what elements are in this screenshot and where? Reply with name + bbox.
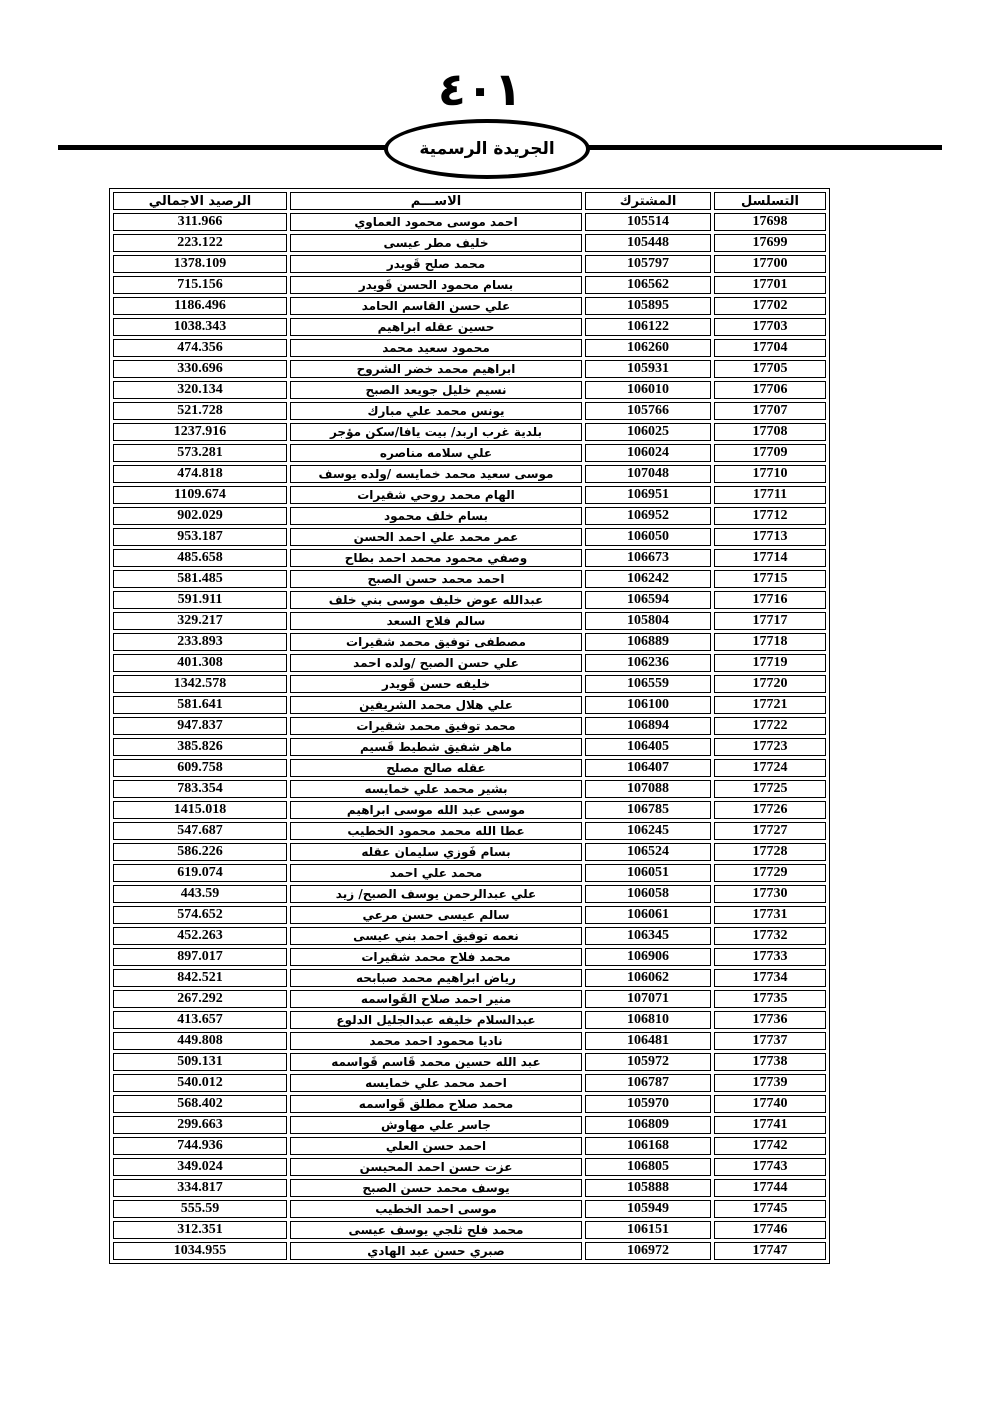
cell-serial: 17730 xyxy=(714,885,826,903)
table-row xyxy=(113,1095,826,1113)
table-header-row xyxy=(113,192,826,210)
table-row xyxy=(113,969,826,987)
cell-serial: 17713 xyxy=(714,528,826,546)
cell-serial: 17738 xyxy=(714,1053,826,1071)
cell-name: بسام فَوزي سليمان عقله xyxy=(290,843,582,861)
cell-subscriber: 106805 xyxy=(585,1158,711,1176)
table-row xyxy=(113,1179,826,1197)
cell-balance: 586.226 xyxy=(113,843,287,861)
cell-subscriber: 107048 xyxy=(585,465,711,483)
cell-name: منير احمد صلاح القَواسمه xyxy=(290,990,582,1008)
cell-subscriber: 106062 xyxy=(585,969,711,987)
cell-serial: 17699 xyxy=(714,234,826,252)
cell-balance: 1186.496 xyxy=(113,297,287,315)
cell-serial: 17702 xyxy=(714,297,826,315)
cell-subscriber: 106972 xyxy=(585,1242,711,1260)
cell-balance: 474.818 xyxy=(113,465,287,483)
cell-name: عبد الله حسين محمد قَاسم قَواسمه xyxy=(290,1053,582,1071)
table-row xyxy=(113,696,826,714)
cell-name: موسى عبد الله موسى ابراهيم xyxy=(290,801,582,819)
cell-balance: 842.521 xyxy=(113,969,287,987)
cell-balance: 1237.916 xyxy=(113,423,287,441)
table-row xyxy=(113,801,826,819)
column-header-name: الاســـم xyxy=(290,192,582,210)
cell-balance: 897.017 xyxy=(113,948,287,966)
cell-serial: 17740 xyxy=(714,1095,826,1113)
cell-serial: 17706 xyxy=(714,381,826,399)
cell-subscriber: 106245 xyxy=(585,822,711,840)
cell-subscriber: 106952 xyxy=(585,507,711,525)
cell-name: محمد صلح قَويدر xyxy=(290,255,582,273)
cell-balance: 609.758 xyxy=(113,759,287,777)
cell-serial: 17723 xyxy=(714,738,826,756)
gazette-banner xyxy=(384,119,590,179)
cell-balance: 485.658 xyxy=(113,549,287,567)
cell-balance: 1034.955 xyxy=(113,1242,287,1260)
cell-serial: 17704 xyxy=(714,339,826,357)
cell-serial: 17724 xyxy=(714,759,826,777)
cell-serial: 17701 xyxy=(714,276,826,294)
table-row xyxy=(113,1221,826,1239)
cell-balance: 330.696 xyxy=(113,360,287,378)
cell-subscriber: 106168 xyxy=(585,1137,711,1155)
table-row xyxy=(113,234,826,252)
cell-name: حسين عقله ابراهيم xyxy=(290,318,582,336)
cell-name: بسام خلف محمود xyxy=(290,507,582,525)
table-row xyxy=(113,1116,826,1134)
table-row xyxy=(113,1032,826,1050)
cell-name: ابراهيم محمد خضر الشروح xyxy=(290,360,582,378)
cell-name: احمد محمد حسن الصبح xyxy=(290,570,582,588)
cell-name: بشير محمد علي خمايسه xyxy=(290,780,582,798)
cell-serial: 17712 xyxy=(714,507,826,525)
cell-name: محمد علي احمد xyxy=(290,864,582,882)
table-row xyxy=(113,612,826,630)
cell-serial: 17729 xyxy=(714,864,826,882)
table-row xyxy=(113,948,826,966)
cell-name: خليف مطر عيسى xyxy=(290,234,582,252)
cell-name: علي عبدالرحمن يوسف الصبح/ زيد xyxy=(290,885,582,903)
cell-name: وصفي محمود محمد احمد بطاح xyxy=(290,549,582,567)
table-row xyxy=(113,675,826,693)
cell-balance: 1415.018 xyxy=(113,801,287,819)
table-row xyxy=(113,1242,826,1260)
column-header-subscriber: المشترك xyxy=(585,192,711,210)
table-row xyxy=(113,591,826,609)
table-row xyxy=(113,1053,826,1071)
cell-serial: 17707 xyxy=(714,402,826,420)
cell-balance: 547.687 xyxy=(113,822,287,840)
cell-subscriber: 106100 xyxy=(585,696,711,714)
table-row xyxy=(113,654,826,672)
cell-serial: 17700 xyxy=(714,255,826,273)
cell-balance: 744.936 xyxy=(113,1137,287,1155)
cell-subscriber: 106051 xyxy=(585,864,711,882)
cell-serial: 17747 xyxy=(714,1242,826,1260)
table-row xyxy=(113,1158,826,1176)
cell-name: رياض ابراهيم محمد صبابحه xyxy=(290,969,582,987)
cell-subscriber: 106810 xyxy=(585,1011,711,1029)
cell-balance: 555.59 xyxy=(113,1200,287,1218)
cell-subscriber: 106061 xyxy=(585,906,711,924)
cell-balance: 385.826 xyxy=(113,738,287,756)
cell-serial: 17721 xyxy=(714,696,826,714)
cell-subscriber: 106594 xyxy=(585,591,711,609)
cell-name: موسى سعيد محمد خمايسه /ولده يوسف xyxy=(290,465,582,483)
cell-name: احمد حسن العلي xyxy=(290,1137,582,1155)
table-row xyxy=(113,906,826,924)
table-row xyxy=(113,570,826,588)
cell-name: احمد موسى محمود العماوي xyxy=(290,213,582,231)
cell-subscriber: 106524 xyxy=(585,843,711,861)
cell-serial: 17714 xyxy=(714,549,826,567)
cell-balance: 312.351 xyxy=(113,1221,287,1239)
cell-subscriber: 105931 xyxy=(585,360,711,378)
cell-serial: 17716 xyxy=(714,591,826,609)
table-row xyxy=(113,738,826,756)
cell-balance: 1378.109 xyxy=(113,255,287,273)
cell-name: علي حسن القاسم الحامد xyxy=(290,297,582,315)
cell-serial: 17715 xyxy=(714,570,826,588)
cell-balance: 540.012 xyxy=(113,1074,287,1092)
cell-balance: 581.641 xyxy=(113,696,287,714)
cell-balance: 311.966 xyxy=(113,213,287,231)
cell-name: عطا الله محمد محمود الخطيب xyxy=(290,822,582,840)
cell-serial: 17733 xyxy=(714,948,826,966)
cell-serial: 17743 xyxy=(714,1158,826,1176)
cell-serial: 17734 xyxy=(714,969,826,987)
cell-subscriber: 106025 xyxy=(585,423,711,441)
table-row xyxy=(113,423,826,441)
table-row xyxy=(113,549,826,567)
table-row xyxy=(113,297,826,315)
cell-serial: 17736 xyxy=(714,1011,826,1029)
cell-subscriber: 106050 xyxy=(585,528,711,546)
cell-name: علي سلامه مناصره xyxy=(290,444,582,462)
table-row xyxy=(113,1011,826,1029)
cell-name: خليفه حسن قَويدر xyxy=(290,675,582,693)
cell-subscriber: 106481 xyxy=(585,1032,711,1050)
cell-subscriber: 106785 xyxy=(585,801,711,819)
table-row xyxy=(113,276,826,294)
cell-serial: 17735 xyxy=(714,990,826,1008)
cell-name: بلدية غرب اربد/ بيت يافا/سكن مؤجر xyxy=(290,423,582,441)
cell-name: موسى احمد الخطيب xyxy=(290,1200,582,1218)
cell-serial: 17741 xyxy=(714,1116,826,1134)
cell-subscriber: 105895 xyxy=(585,297,711,315)
cell-balance: 521.728 xyxy=(113,402,287,420)
cell-name: بسام محمود الحسن قَويدر xyxy=(290,276,582,294)
table-row xyxy=(113,339,826,357)
cell-balance: 320.134 xyxy=(113,381,287,399)
cell-subscriber: 106673 xyxy=(585,549,711,567)
cell-name: صبري حسن عبد الهادي xyxy=(290,1242,582,1260)
cell-subscriber: 106407 xyxy=(585,759,711,777)
cell-subscriber: 105970 xyxy=(585,1095,711,1113)
cell-balance: 329.217 xyxy=(113,612,287,630)
gazette-banner-label: الجريدة الرسمية xyxy=(419,139,555,159)
cell-subscriber: 105766 xyxy=(585,402,711,420)
table-row xyxy=(113,213,826,231)
table-row xyxy=(113,822,826,840)
cell-name: نعمه توفيق احمد بني عيسى xyxy=(290,927,582,945)
cell-subscriber: 106151 xyxy=(585,1221,711,1239)
cell-subscriber: 106894 xyxy=(585,717,711,735)
table-row xyxy=(113,402,826,420)
cell-subscriber: 106809 xyxy=(585,1116,711,1134)
cell-serial: 17746 xyxy=(714,1221,826,1239)
cell-subscriber: 106951 xyxy=(585,486,711,504)
cell-subscriber: 107071 xyxy=(585,990,711,1008)
cell-subscriber: 106260 xyxy=(585,339,711,357)
table-row xyxy=(113,255,826,273)
cell-balance: 1342.578 xyxy=(113,675,287,693)
cell-serial: 17728 xyxy=(714,843,826,861)
table-row xyxy=(113,1074,826,1092)
cell-balance: 267.292 xyxy=(113,990,287,1008)
cell-balance: 1109.674 xyxy=(113,486,287,504)
cell-balance: 715.156 xyxy=(113,276,287,294)
cell-serial: 17737 xyxy=(714,1032,826,1050)
cell-serial: 17722 xyxy=(714,717,826,735)
cell-serial: 17726 xyxy=(714,801,826,819)
cell-balance: 591.911 xyxy=(113,591,287,609)
cell-balance: 299.663 xyxy=(113,1116,287,1134)
table-row xyxy=(113,465,826,483)
cell-name: عقله صالح مصلح xyxy=(290,759,582,777)
cell-name: ماهر شفيق شطيط قَسيم xyxy=(290,738,582,756)
cell-subscriber: 106024 xyxy=(585,444,711,462)
table-row xyxy=(113,318,826,336)
cell-serial: 17739 xyxy=(714,1074,826,1092)
cell-subscriber: 105797 xyxy=(585,255,711,273)
table-row xyxy=(113,1200,826,1218)
table-row xyxy=(113,633,826,651)
cell-name: عبدالله عوض خليف موسى بني خلف xyxy=(290,591,582,609)
cell-serial: 17703 xyxy=(714,318,826,336)
cell-balance: 223.122 xyxy=(113,234,287,252)
cell-serial: 17725 xyxy=(714,780,826,798)
cell-subscriber: 105888 xyxy=(585,1179,711,1197)
cell-subscriber: 106236 xyxy=(585,654,711,672)
cell-balance: 401.308 xyxy=(113,654,287,672)
cell-subscriber: 106058 xyxy=(585,885,711,903)
page-number: ٤٠١ xyxy=(437,62,523,116)
cell-serial: 17698 xyxy=(714,213,826,231)
table-row xyxy=(113,780,826,798)
cell-balance: 953.187 xyxy=(113,528,287,546)
cell-subscriber: 105514 xyxy=(585,213,711,231)
table-row xyxy=(113,528,826,546)
cell-name: محمد فلح ثلجي يوسف عيسى xyxy=(290,1221,582,1239)
table-row xyxy=(113,990,826,1008)
cell-name: نسيم خليل جويعد الصبح xyxy=(290,381,582,399)
cell-name: عبدالسلام خليفه عبدالجليل الدلوع xyxy=(290,1011,582,1029)
cell-name: احمد محمد علي خمايسه xyxy=(290,1074,582,1092)
cell-balance: 574.652 xyxy=(113,906,287,924)
cell-subscriber: 106562 xyxy=(585,276,711,294)
cell-balance: 449.808 xyxy=(113,1032,287,1050)
cell-balance: 334.817 xyxy=(113,1179,287,1197)
cell-name: محمد صلاح مطلق قَواسمه xyxy=(290,1095,582,1113)
cell-balance: 233.893 xyxy=(113,633,287,651)
table-row xyxy=(113,381,826,399)
cell-balance: 568.402 xyxy=(113,1095,287,1113)
cell-balance: 474.356 xyxy=(113,339,287,357)
column-header-balance: الرصيد الاجمالي xyxy=(113,192,287,210)
cell-serial: 17727 xyxy=(714,822,826,840)
cell-serial: 17710 xyxy=(714,465,826,483)
cell-serial: 17744 xyxy=(714,1179,826,1197)
cell-name: سالم عيسى حسن مرعي xyxy=(290,906,582,924)
cell-serial: 17717 xyxy=(714,612,826,630)
cell-serial: 17731 xyxy=(714,906,826,924)
table-row xyxy=(113,843,826,861)
cell-balance: 947.837 xyxy=(113,717,287,735)
table-row xyxy=(113,507,826,525)
cell-name: محمد توفيق محمد شقيرات xyxy=(290,717,582,735)
cell-name: الهام محمد روحي شقيرات xyxy=(290,486,582,504)
table-row xyxy=(113,486,826,504)
cell-subscriber: 106787 xyxy=(585,1074,711,1092)
table-row xyxy=(113,885,826,903)
cell-name: محمود سعيد محمد xyxy=(290,339,582,357)
cell-serial: 17745 xyxy=(714,1200,826,1218)
table-row xyxy=(113,717,826,735)
cell-name: علي حسن الصبح /ولده احمد xyxy=(290,654,582,672)
cell-subscriber: 107088 xyxy=(585,780,711,798)
cell-subscriber: 106906 xyxy=(585,948,711,966)
cell-subscriber: 106122 xyxy=(585,318,711,336)
cell-subscriber: 105972 xyxy=(585,1053,711,1071)
table-row xyxy=(113,864,826,882)
cell-subscriber: 106405 xyxy=(585,738,711,756)
cell-name: ناديا محمود احمد محمد xyxy=(290,1032,582,1050)
cell-balance: 619.074 xyxy=(113,864,287,882)
cell-subscriber: 105804 xyxy=(585,612,711,630)
cell-balance: 1038.343 xyxy=(113,318,287,336)
cell-serial: 17708 xyxy=(714,423,826,441)
cell-subscriber: 105949 xyxy=(585,1200,711,1218)
cell-name: يوسف محمد حسن الصبح xyxy=(290,1179,582,1197)
table-row xyxy=(113,1137,826,1155)
cell-balance: 509.131 xyxy=(113,1053,287,1071)
cell-balance: 443.59 xyxy=(113,885,287,903)
cell-serial: 17732 xyxy=(714,927,826,945)
cell-subscriber: 106889 xyxy=(585,633,711,651)
cell-subscriber: 106559 xyxy=(585,675,711,693)
cell-serial: 17742 xyxy=(714,1137,826,1155)
cell-name: سالم فلاح السعد xyxy=(290,612,582,630)
cell-balance: 581.485 xyxy=(113,570,287,588)
cell-balance: 783.354 xyxy=(113,780,287,798)
cell-serial: 17718 xyxy=(714,633,826,651)
cell-subscriber: 106010 xyxy=(585,381,711,399)
table-row xyxy=(113,759,826,777)
cell-serial: 17720 xyxy=(714,675,826,693)
cell-name: مصطفى توفيق محمد شقيرات xyxy=(290,633,582,651)
cell-balance: 349.024 xyxy=(113,1158,287,1176)
cell-subscriber: 106345 xyxy=(585,927,711,945)
table-row xyxy=(113,927,826,945)
subscribers-table xyxy=(109,188,830,1264)
cell-serial: 17705 xyxy=(714,360,826,378)
cell-name: علي هلال محمد الشريفين xyxy=(290,696,582,714)
cell-balance: 413.657 xyxy=(113,1011,287,1029)
column-header-serial: التسلسل xyxy=(714,192,826,210)
table-row xyxy=(113,444,826,462)
cell-subscriber: 106242 xyxy=(585,570,711,588)
table-row xyxy=(113,360,826,378)
cell-name: عمر محمد علي احمد الحسن xyxy=(290,528,582,546)
cell-name: يونس محمد علي مبارك xyxy=(290,402,582,420)
cell-serial: 17719 xyxy=(714,654,826,672)
cell-subscriber: 105448 xyxy=(585,234,711,252)
cell-name: عزت حسن احمد المحيسن xyxy=(290,1158,582,1176)
cell-name: محمد فلاح محمد شقيرات xyxy=(290,948,582,966)
cell-balance: 902.029 xyxy=(113,507,287,525)
cell-balance: 452.263 xyxy=(113,927,287,945)
cell-name: جاسر علي مهاوش xyxy=(290,1116,582,1134)
cell-balance: 573.281 xyxy=(113,444,287,462)
cell-serial: 17709 xyxy=(714,444,826,462)
cell-serial: 17711 xyxy=(714,486,826,504)
